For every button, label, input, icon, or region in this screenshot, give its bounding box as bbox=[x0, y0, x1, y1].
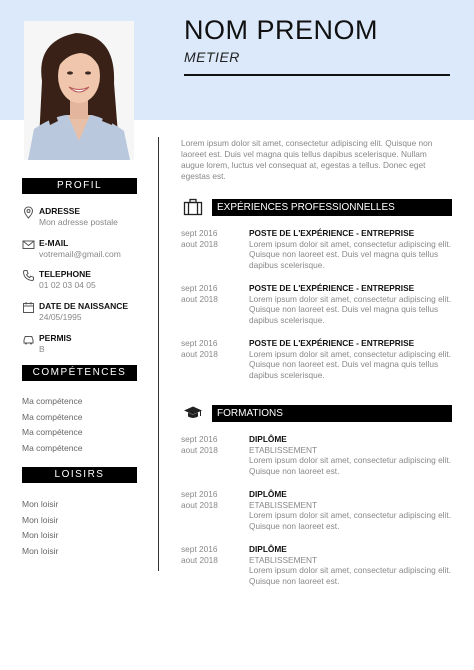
formation-description: Lorem ipsum dolor sit amet, consectetur adipiscing elit. Quisque non laoreet est. bbox=[249, 455, 451, 476]
birthdate-label: DATE DE NAISSANCE bbox=[39, 301, 129, 311]
loisir-item: Mon loisir bbox=[22, 545, 59, 556]
formation-description: Lorem ipsum dolor sit amet, consectetur adipiscing elit. Quisque non laoreet est. bbox=[249, 510, 451, 531]
formation-dates bbox=[181, 544, 241, 565]
competence-item: Ma compétence bbox=[22, 411, 83, 422]
calendar-icon bbox=[22, 301, 35, 314]
email-value: votremail@gmail.com bbox=[39, 249, 121, 259]
loisir-item: Mon loisir bbox=[22, 499, 59, 509]
job-title-underline bbox=[184, 74, 450, 76]
competence-item: Ma compétence bbox=[22, 427, 83, 437]
email-label: E-MAIL bbox=[39, 238, 69, 248]
formations-heading: FORMATIONS bbox=[212, 405, 452, 422]
experiences-heading: EXPÉRIENCES PROFESSIONNELLES bbox=[212, 199, 452, 216]
experience-title: POSTE DE L'EXPÉRIENCE - ENTREPRISE bbox=[249, 228, 415, 238]
address-value: Mon adresse postale bbox=[39, 217, 118, 227]
formation-title: DIPLÔME bbox=[249, 544, 287, 554]
experience-title: POSTE DE L'EXPÉRIENCE - ENTREPRISE bbox=[249, 338, 415, 348]
graduation-cap-icon bbox=[183, 404, 203, 422]
envelope-icon bbox=[22, 238, 35, 251]
formation-school: ETABLISSEMENT bbox=[249, 444, 318, 455]
date-start: sept 2016 bbox=[181, 228, 218, 238]
formation-school: ETABLISSEMENT bbox=[249, 499, 318, 510]
experience-dates bbox=[181, 228, 241, 249]
date-end: aout 2018 bbox=[181, 238, 218, 249]
portrait-photo-icon bbox=[24, 21, 134, 160]
experience-description: Lorem ipsum dolor sit amet, consectetur adipiscing elit. Quisque non laoreet est. Duis vel magna quis tellus dapibus scelerisque. bbox=[249, 293, 451, 325]
address-label: ADRESSE bbox=[39, 206, 81, 216]
date-start: sept 2016 bbox=[181, 434, 218, 444]
experience-dates bbox=[181, 283, 241, 304]
car-icon bbox=[22, 333, 35, 346]
formation-description: Lorem ipsum dolor sit amet, consectetur adipiscing elit. Quisque non laoreet est. bbox=[249, 565, 451, 586]
phone-value: 01 02 03 04 05 bbox=[39, 280, 96, 290]
profile-photo bbox=[24, 21, 134, 160]
date-end: aout 2018 bbox=[181, 499, 218, 510]
date-start: sept 2016 bbox=[181, 338, 218, 348]
loisir-item: Mon loisir bbox=[22, 514, 59, 525]
formation-title: DIPLÔME bbox=[249, 434, 287, 444]
date-start: sept 2016 bbox=[181, 489, 218, 499]
formation-title: DIPLÔME bbox=[249, 489, 287, 499]
date-end: aout 2018 bbox=[181, 554, 218, 565]
phone-icon bbox=[22, 269, 35, 282]
experience-title: POSTE DE L'EXPÉRIENCE - ENTREPRISE bbox=[249, 283, 415, 293]
column-divider bbox=[158, 137, 159, 571]
formation-school: ETABLISSEMENT bbox=[249, 554, 318, 565]
briefcase-icon bbox=[183, 198, 203, 216]
location-pin-icon bbox=[22, 206, 35, 219]
experience-dates bbox=[181, 338, 241, 359]
competences-list bbox=[22, 396, 82, 458]
birthdate-value: 24/05/1995 bbox=[39, 312, 82, 322]
loisirs-heading: LOISIRS bbox=[22, 467, 137, 483]
experience-description: Lorem ipsum dolor sit amet, consectetur adipiscing elit. Quisque non laoreet est. Duis vel magna quis tellus dapibus scelerisque. bbox=[249, 348, 451, 380]
competences-heading: COMPÉTENCES bbox=[22, 365, 137, 381]
date-end: aout 2018 bbox=[181, 293, 218, 304]
job-title: METIER bbox=[184, 49, 240, 65]
date-end: aout 2018 bbox=[181, 348, 218, 359]
license-label: PERMIS bbox=[39, 333, 72, 343]
profile-summary: Lorem ipsum dolor sit amet, consectetur adipiscing elit. Quisque non laoreet est. Duis vel magna quis tellus dapibus scelerisque. Nullam augue lorem, luctus vel consequat at, egestas a tellus. Donec eget egestas est. bbox=[181, 138, 433, 181]
license-value: B bbox=[39, 344, 45, 354]
date-start: sept 2016 bbox=[181, 544, 218, 554]
candidate-name: NOM PRENOM bbox=[184, 15, 378, 45]
phone-label: TELEPHONE bbox=[39, 269, 91, 279]
date-end: aout 2018 bbox=[181, 444, 218, 455]
loisir-item: Mon loisir bbox=[22, 530, 59, 540]
competence-item: Ma compétence bbox=[22, 442, 83, 453]
formation-dates bbox=[181, 434, 241, 455]
competence-item: Ma compétence bbox=[22, 396, 83, 406]
loisirs-list bbox=[22, 499, 58, 561]
profil-heading: PROFIL bbox=[22, 178, 137, 194]
date-start: sept 2016 bbox=[181, 283, 218, 293]
formation-dates bbox=[181, 489, 241, 510]
experience-description: Lorem ipsum dolor sit amet, consectetur adipiscing elit. Quisque non laoreet est. Duis vel magna quis tellus dapibus scelerisque. bbox=[249, 238, 451, 270]
